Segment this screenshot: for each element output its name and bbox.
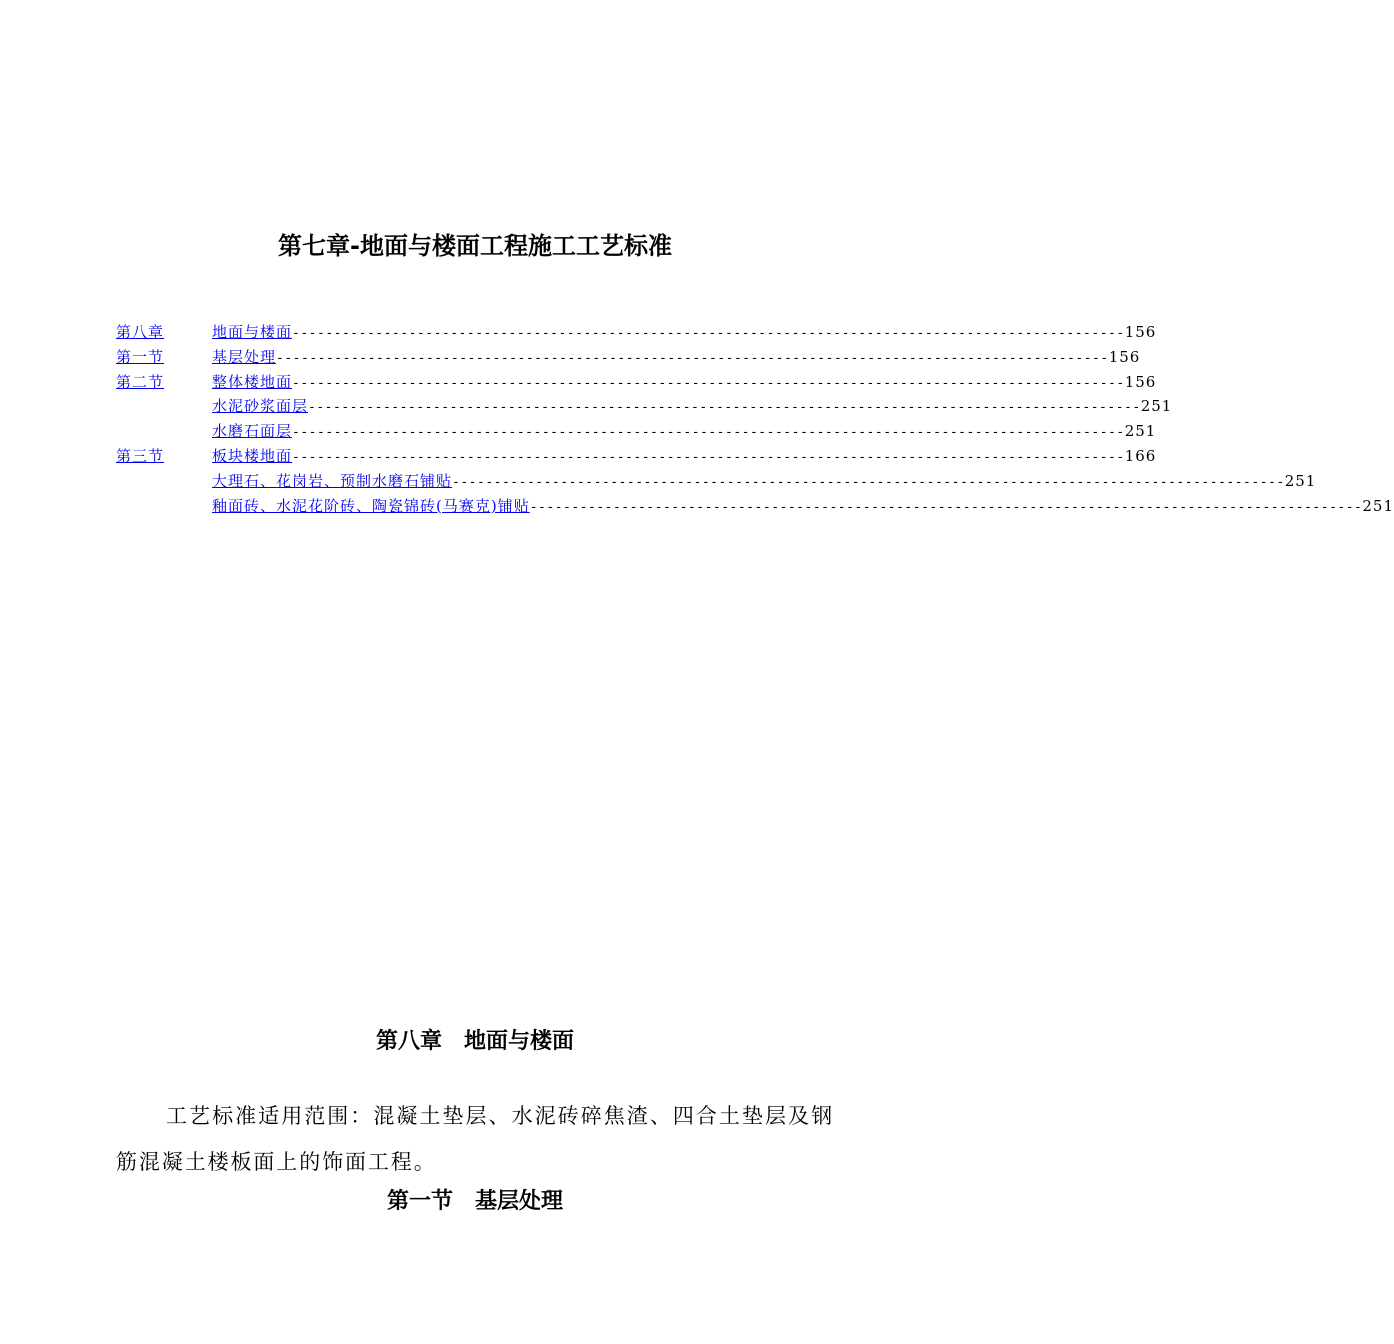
toc-row <box>116 494 1394 519</box>
toc-dot-leader: ---------------------------------------------------------------------------------------------------- <box>452 474 1285 490</box>
toc-entry <box>212 320 1157 347</box>
toc-entry <box>212 469 1317 496</box>
toc-dot-leader: ---------------------------------------------------------------------------------------------------- <box>276 350 1109 366</box>
toc-entry <box>212 444 1157 471</box>
table-of-contents <box>116 320 1394 518</box>
section-heading: 第一节 基层处理 <box>386 1189 563 1214</box>
toc-entry-link[interactable]: 基层处理 <box>212 347 277 366</box>
toc-page-number: 251 <box>1124 422 1157 441</box>
toc-dot-leader: ---------------------------------------------------------------------------------------------------- <box>292 326 1125 341</box>
toc-entry-link[interactable]: 水磨石面层 <box>212 422 293 441</box>
toc-page-number: 251 <box>1284 471 1317 490</box>
toc-section-link[interactable]: 第二节 <box>116 372 165 391</box>
toc-section-link[interactable]: 第八章 <box>116 323 165 341</box>
toc-dot-leader: ---------------------------------------------------------------------------------------------------- <box>292 425 1125 441</box>
toc-row <box>116 370 1157 395</box>
toc-entry <box>212 394 1173 421</box>
toc-entry-link[interactable]: 釉面砖、水泥花阶砖、陶瓷锦砖(马赛克)铺贴 <box>212 496 530 515</box>
toc-entry-link[interactable]: 水泥砂浆面层 <box>212 397 309 416</box>
document-title: 第七章-地面与楼面工程施工工艺标准 <box>278 232 672 260</box>
toc-page-number: 251 <box>1140 397 1173 416</box>
toc-row <box>116 320 1157 345</box>
toc-row <box>116 469 1317 494</box>
toc-entry <box>212 419 1157 446</box>
toc-entry-link[interactable]: 大理石、花岗岩、预制水磨石铺贴 <box>212 471 453 490</box>
toc-entry-link[interactable]: 整体楼地面 <box>212 372 293 391</box>
toc-dot-leader: ---------------------------------------------------------------------------------------------------- <box>529 499 1363 515</box>
toc-entry <box>212 370 1157 397</box>
toc-row <box>116 444 1157 469</box>
chapter-heading: 第八章 地面与楼面 <box>375 1029 574 1054</box>
toc-row <box>116 394 1173 419</box>
toc-dot-leader: ---------------------------------------------------------------------------------------------------- <box>308 400 1141 416</box>
toc-entry <box>212 494 1394 521</box>
toc-page-number: 166 <box>1124 446 1157 465</box>
toc-dot-leader: ---------------------------------------------------------------------------------------------------- <box>292 449 1125 465</box>
toc-row <box>116 345 1141 370</box>
scope-paragraph: 工艺标准适用范围：混凝土垫层、水泥砖碎焦渣、四合土垫层及钢筋混凝土楼板面上的饰面工程。 <box>116 1104 834 1174</box>
toc-section-link[interactable]: 第一节 <box>116 347 165 366</box>
toc-page-number: 156 <box>1108 347 1141 366</box>
toc-entry-link[interactable]: 地面与楼面 <box>212 323 293 341</box>
toc-entry-link[interactable]: 板块楼地面 <box>212 446 293 465</box>
toc-page-number: 156 <box>1124 372 1157 391</box>
toc-section-link[interactable]: 第三节 <box>116 446 165 465</box>
toc-entry <box>212 345 1141 372</box>
toc-row <box>116 419 1157 444</box>
toc-page-number: 156 <box>1124 323 1157 341</box>
toc-page-number: 251 <box>1362 496 1394 515</box>
toc-dot-leader: ---------------------------------------------------------------------------------------------------- <box>292 375 1125 391</box>
